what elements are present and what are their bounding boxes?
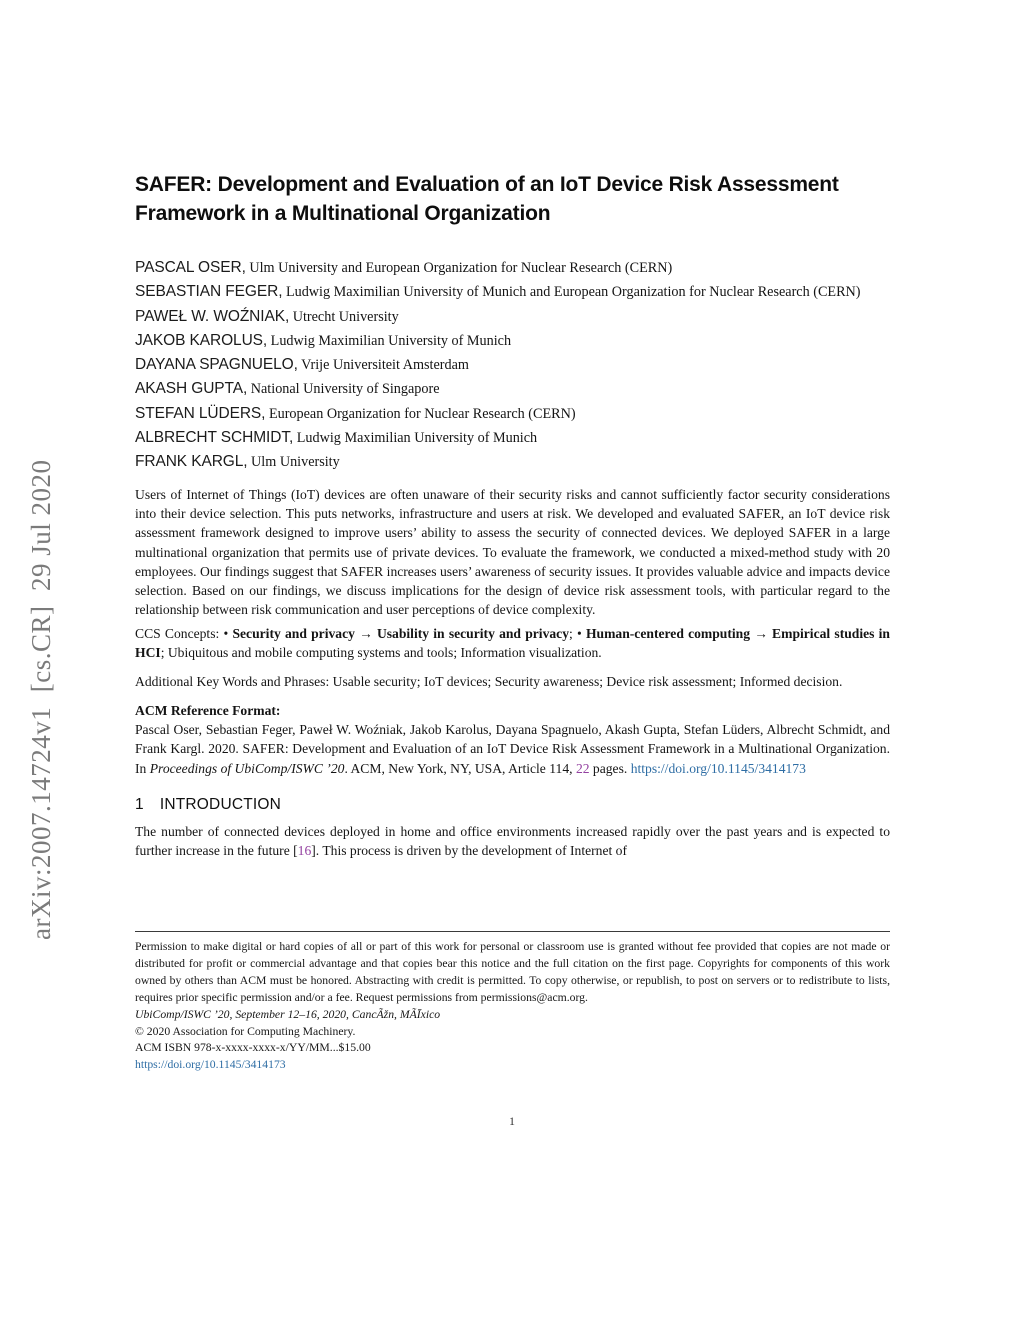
author-name: ALBRECHT SCHMIDT, — [135, 429, 294, 447]
paper-title: SAFER: Development and Evaluation of an IoT Device Risk Assessment Framework in a Multinational Organization — [135, 173, 839, 225]
ccs-concept: Usability in security and privacy — [376, 625, 569, 641]
author-row — [135, 256, 890, 280]
author-name: SEBASTIAN FEGER, — [135, 283, 283, 301]
author-name: PASCAL OSER, — [135, 259, 246, 276]
page-number: 1 — [509, 1114, 515, 1128]
acm-ref-text: Pascal Oser, Sebastian Feger, Paweł W. Woźniak, Jakob Karolus, Dayana Spagnuelo, Akash Gupta, Stefan Lüders, Albrecht Schmidt, and Frank Kargl. 2020. SAFER: Development and Evaluation of an IoT Device Risk Assessment Framework in a Multinational Organization. In — [135, 721, 890, 776]
author-row — [135, 377, 890, 401]
authors-list — [135, 256, 890, 475]
citation-ref-link[interactable]: 16 — [297, 843, 312, 859]
footnote-block — [135, 931, 890, 1074]
author-row — [135, 402, 890, 426]
author-affiliation: National University of Singapore — [247, 381, 440, 398]
acm-reference-paragraph — [135, 720, 890, 778]
author-name: DAYANA SPAGNUELO, — [135, 356, 298, 374]
intro-paragraph — [135, 822, 890, 861]
author-affiliation: European Organization for Nuclear Research (CERN) — [265, 405, 576, 422]
paper-content — [135, 170, 890, 860]
author-name: AKASH GUPTA, — [135, 380, 248, 398]
ccs-prefix: CCS Concepts: • — [135, 625, 233, 641]
acm-ref-text: pages. — [589, 760, 631, 776]
footnote-copyright: © 2020 Association for Computing Machinery. — [135, 1024, 356, 1038]
ccs-arrow: → — [750, 625, 773, 641]
footnote-doi-link[interactable]: https://doi.org/10.1145/3414173 — [135, 1058, 286, 1072]
acm-ref-text: . ACM, New York, NY, USA, Article 114, — [344, 760, 576, 776]
pages-count-link[interactable]: 22 — [575, 760, 590, 776]
ccs-rest: ; Ubiquitous and mobile computing systems and tools; Information visualization. — [160, 645, 602, 661]
ccs-arrow: → — [354, 625, 377, 641]
abstract-paragraph: Users of Internet of Things (IoT) devices are often unaware of their security risks and cannot sufficiently factor security considerations into their device selection. This puts networks, infrastructure and users at risk. We developed and evaluated SAFER, an IoT device risk assessment framework designed to improve users’ ability to assess the security of connected devices. We deployed SAFER in a large multinational organization that permits use of private devices. To evaluate the framework, we conducted a mixed-method study with 20 employees. Our findings suggest that SAFER increases users’ awareness of security issues. It provides valuable advice and impacts device selection. Based on our findings, we discuss implications for the design of device risk assessment tools, with particular regard to the relationship between risk communication and user perceptions of device complexity. — [135, 486, 890, 618]
author-affiliation: Vrije Universiteit Amsterdam — [297, 357, 469, 374]
author-row — [135, 305, 890, 329]
author-row — [135, 426, 890, 450]
author-name: STEFAN LÜDERS, — [135, 404, 266, 422]
author-affiliation: Utrecht University — [289, 308, 399, 325]
acm-reference-block — [135, 701, 890, 778]
author-row — [135, 329, 890, 353]
ccs-concept: Security and privacy — [232, 625, 355, 641]
section-heading-introduction — [135, 796, 890, 814]
ccs-concept: Empirical studies in HCI — [135, 625, 890, 661]
footnote-permission: Permission to make digital or hard copies of all or part of this work for personal or classroom use is granted without fee provided that copies are not made or distributed for profit or commercial advantage and that copies bear this notice and the full citation on the first page. Copyrights for components of this work owned by others than ACM must be honored. Abstracting with credit is permitted. To copy otherwise, or republish, to post on servers or to redistribute to lists, requires prior specific permission and/or a fee. Request permissions from permissions@acm.org. — [135, 940, 890, 1004]
author-affiliation: Ludwig Maximilian University of Munich — [293, 430, 538, 447]
author-row — [135, 450, 890, 474]
ccs-separator: ; • — [569, 625, 586, 641]
keywords-paragraph: Additional Key Words and Phrases: Usable security; IoT devices; Security awareness; Device risk assessment; Informed decision. — [135, 674, 843, 690]
footnote-conference: UbiComp/ISWC ’20, September 12–16, 2020, CancÃžn, MÃĪxico — [135, 1007, 441, 1021]
section-number: 1 — [135, 795, 144, 813]
author-row — [135, 353, 890, 377]
acm-reference-heading: ACM Reference Format: — [135, 702, 281, 718]
author-row — [135, 280, 890, 304]
intro-text: ]. This process is driven by the development of Internet of — [311, 843, 627, 859]
author-name: PAWEŁ W. WOŹNIAK, — [135, 307, 290, 325]
intro-text: The number of connected devices deployed in home and office environments increased rapidly over the past years and is expected to further increase in the future [ — [135, 823, 890, 859]
author-affiliation: Ulm University and European Organization for Nuclear Research (CERN) — [245, 260, 673, 276]
author-name: JAKOB KAROLUS, — [135, 331, 268, 349]
doi-link[interactable]: https://doi.org/10.1145/3414173 — [630, 760, 806, 776]
section-title: INTRODUCTION — [159, 795, 282, 813]
ccs-concept: Human-centered computing — [585, 625, 751, 641]
arxiv-watermark: arXiv:2007.14724v1 [cs.CR] 29 Jul 2020 — [26, 459, 56, 940]
footnote-isbn: ACM ISBN 978-x-xxxx-xxxx-x/YY/MM...$15.00 — [135, 1041, 371, 1055]
ccs-paragraph — [135, 624, 890, 663]
author-name: FRANK KARGL, — [135, 453, 248, 471]
acm-ref-venue: Proceedings of UbiComp/ISWC ’20 — [149, 760, 345, 776]
author-affiliation: Ludwig Maximilian University of Munich — [267, 332, 512, 349]
author-affiliation: Ulm University — [247, 454, 340, 471]
author-affiliation: Ludwig Maximilian University of Munich and European Organization for Nuclear Research (CERN) — [282, 284, 861, 301]
